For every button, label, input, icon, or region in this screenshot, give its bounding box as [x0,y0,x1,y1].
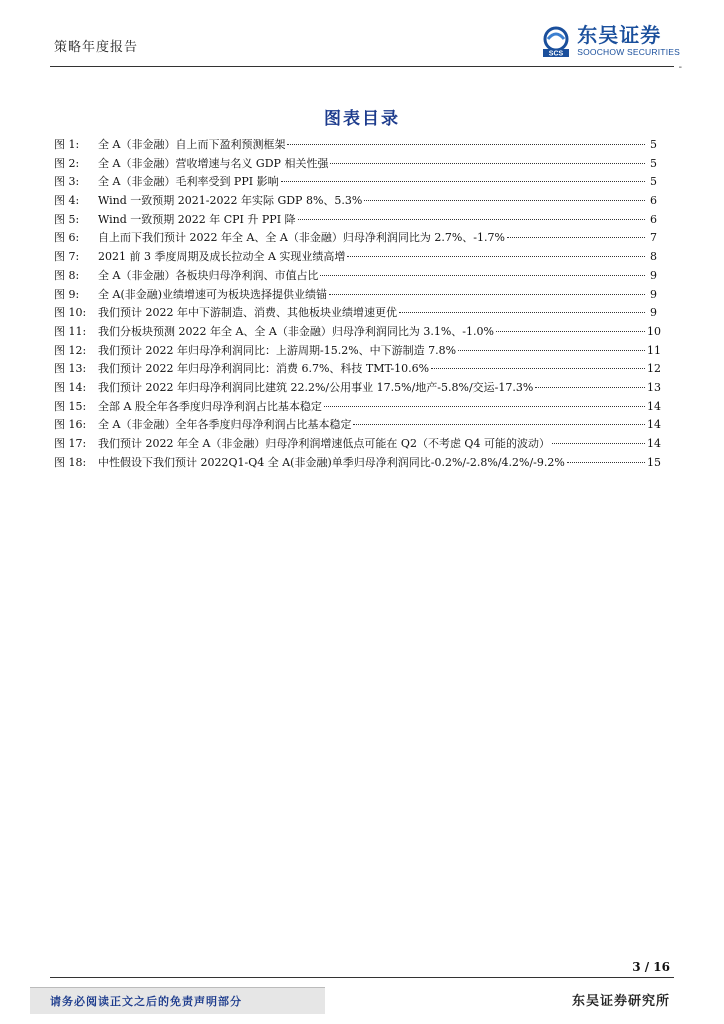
toc-entry[interactable] [54,211,657,230]
toc-entry-title: 我们预计 2022 年中下游制造、消费、其他板块业绩增速更优 [98,306,397,320]
toc-entry-title: 全 A（非金融）全年各季度归母净利润占比基本稳定 [98,418,352,432]
toc-entry[interactable] [54,173,657,192]
toc-leader-dots [330,163,645,164]
toc-entry[interactable] [54,304,657,323]
company-logo [539,24,680,58]
toc-entry-label: 图 10: [54,306,87,320]
toc-entry[interactable] [54,342,661,361]
report-type-label: 策略年度报告 [54,40,139,55]
toc-leader-dots [431,368,645,369]
toc-leader-dots [320,275,645,276]
toc-entry-title: 全 A(非金融)业绩增速可为板块选择提供业绩锚 [98,287,328,301]
toc-entry-page: 5 [650,156,657,170]
toc-entry-label: 图 14: [54,380,87,394]
toc-leader-dots [507,237,645,238]
toc-entry[interactable] [54,136,657,155]
toc-leader-dots [567,462,645,463]
toc-leader-dots [324,406,645,407]
toc-leader-dots [347,256,645,257]
toc-entry-title: 我们预计 2022 年全 A（非金融）归母净利润增速低点可能在 Q2（不考虑 Q4 可能的波动） [98,437,550,450]
toc-entry-label: 图 18: [54,455,87,469]
toc-title: 图表目录 [324,109,400,129]
toc-entry-label: 图 5: [54,212,80,226]
toc-entry-title: 我们预计 2022 年归母净利润同比：上游周期-15.2%、中下游制造 7.8% [98,343,457,357]
toc-entry-label: 图 4: [54,194,80,208]
toc-entry[interactable] [54,248,657,267]
disclaimer-notice: 请务必阅读正文之后的免责声明部分 [50,995,242,1008]
toc-entry-page: 9 [650,306,657,320]
toc-entry-title: 我们预计 2022 年归母净利润同比建筑 22.2%/公用事业 17.5%/地产-5.8%/交运-17.3% [98,380,534,394]
toc-entry-page: 8 [650,250,657,264]
toc-entry[interactable] [54,435,661,454]
research-institute-name: 东吴证券研究所 [571,994,670,1009]
toc-entry[interactable] [54,267,657,286]
toc-entry-label: 图 2: [54,156,80,170]
toc-leader-dots [535,387,645,388]
toc-entry-label: 图 15: [54,399,87,413]
toc-entry[interactable] [54,454,661,473]
toc-entry[interactable] [54,398,661,417]
toc-entry-page: 7 [650,231,657,245]
toc-entry-label: 图 13: [54,362,87,376]
toc-entry-title: 全 A（非金融）毛利率受到 PPI 影响 [98,175,279,189]
logo-english-name: SOOCHOW SECURITIES [577,47,680,58]
toc-entry-title: Wind 一致预期 2021-2022 年实际 GDP 8%、5.3% [98,194,363,208]
toc-leader-dots [364,200,645,201]
table-of-figures [54,136,661,472]
toc-leader-dots [399,312,645,313]
toc-entry-title: 自上而下我们预计 2022 年全 A、全 A（非金融）归母净利润同比为 2.7%、-1.7% [98,231,505,245]
toc-entry-page: 14 [647,418,661,432]
toc-entry-title: Wind 一致预期 2022 年 CPI 升 PPI 降 [98,212,296,226]
toc-entry-page: 14 [647,437,661,450]
header-divider [50,66,674,67]
footer-divider [50,977,674,978]
toc-entry-title: 全部 A 股全年各季度归母净利润占比基本稳定 [98,399,322,413]
toc-entry-label: 图 9: [54,287,80,301]
toc-entry-page: 15 [647,455,661,469]
toc-entry-title: 全 A（非金融）营收增速与名义 GDP 相关性强 [98,156,329,170]
toc-entry-title: 全 A（非金融）各板块归母净利润、市值占比 [98,268,319,282]
toc-entry-page: 5 [650,175,657,189]
toc-leader-dots [281,181,645,182]
toc-entry[interactable] [54,192,657,211]
toc-entry-title: 我们分板块预测 2022 年全 A、全 A（非金融）归母净利润同比为 3.1%、-1.0% [98,324,494,338]
toc-entry-page: 10 [647,324,661,338]
toc-entry-label: 图 8: [54,268,80,282]
logo-mark-text: SCS [549,50,564,58]
toc-entry[interactable] [54,323,661,342]
header-dash: - [678,62,682,73]
toc-entry-label: 图 17: [54,437,87,450]
toc-entry-page: 11 [647,343,661,357]
toc-leader-dots [298,219,645,220]
toc-entry-title: 全 A（非金融）自上而下盈利预测框架 [98,138,286,151]
page-number: 3 / 16 [632,960,670,974]
toc-entry-label: 图 16: [54,418,87,432]
toc-leader-dots [552,443,645,444]
toc-entry-page: 6 [650,194,657,208]
toc-entry-page: 12 [647,362,661,376]
toc-leader-dots [353,424,645,425]
toc-leader-dots [458,350,645,351]
toc-entry-page: 14 [647,399,661,413]
toc-entry-label: 图 3: [54,175,80,189]
toc-entry[interactable] [54,379,661,398]
toc-entry-title: 中性假设下我们预计 2022Q1-Q4 全 A(非金融)单季归母净利润同比-0.2%/-2.8%/4.2%/-9.2% [98,455,565,469]
toc-entry-label: 图 7: [54,250,80,264]
toc-leader-dots [329,294,645,295]
logo-chinese-name: 东吴证券 [577,23,662,48]
toc-entry-label: 图 1: [54,138,80,151]
toc-leader-dots [496,331,645,332]
toc-entry[interactable] [54,155,657,174]
toc-entry-page: 6 [650,212,657,226]
toc-entry-page: 9 [650,287,657,301]
toc-entry-title: 2021 前 3 季度周期及成长拉动全 A 实现业绩高增 [98,250,346,264]
toc-entry-page: 13 [647,380,661,394]
toc-entry-label: 图 11: [54,324,87,338]
toc-entry-page: 9 [650,268,657,282]
toc-entry-label: 图 6: [54,231,80,245]
toc-entry[interactable] [54,360,661,379]
toc-entry-page: 5 [650,138,657,151]
toc-entry[interactable] [54,286,657,305]
toc-entry-label: 图 12: [54,343,87,357]
toc-leader-dots [287,144,645,145]
toc-entry[interactable] [54,416,661,435]
toc-entry-title: 我们预计 2022 年归母净利润同比：消费 6.7%、科技 TMT-10.6% [98,362,430,376]
toc-entry[interactable] [54,229,657,248]
soochow-logo-icon [539,24,573,58]
